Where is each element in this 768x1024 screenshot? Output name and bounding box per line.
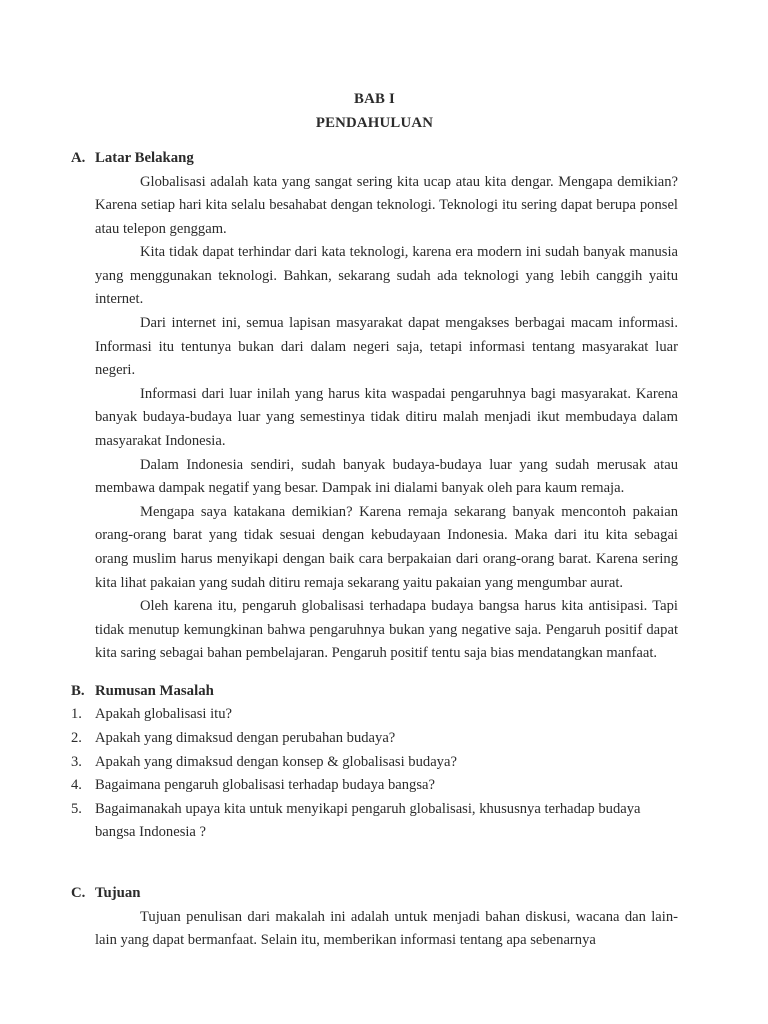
list-item-number: 2.	[71, 730, 82, 747]
section-label-b: Rumusan Masalah	[95, 682, 214, 699]
list-item	[71, 798, 678, 845]
paragraph: Dari internet ini, semua lapisan masyarakat dapat mengakses berbagai macam informasi. Informasi itu tentunya bukan dari dalam negeri saja, tetapi informasi tentang masyarakat luar negeri.	[95, 315, 678, 379]
section-marker-a: A.	[71, 150, 86, 166]
rumusan-masalah-list	[71, 703, 678, 845]
paragraph: Informasi dari luar inilah yang harus kita waspadai pengaruhnya bagi masyarakat. Karena banyak budaya-budaya luar yang semestinya tidak ditiru malah menjadi ikut membudaya dalam masyarakat Indonesia.	[95, 385, 678, 450]
section-heading-a	[71, 147, 678, 171]
section-marker-b: B.	[71, 682, 85, 699]
list-item	[71, 703, 678, 727]
list-item	[71, 774, 678, 798]
chapter-number: BAB I	[354, 91, 395, 107]
spacer	[71, 666, 678, 680]
section-label-a: Latar Belakang	[95, 150, 194, 166]
paragraph: Mengapa saya katakana demikian? Karena remaja sekarang banyak mencontoh pakaian orang-orang barat yang tidak sesuai dengan kebudayaan Indonesia. Maka dari itu kita sebagai orang muslim harus menyikapi dengan baik cara berpakaian dari orang-orang barat. Karena sering kita lihat pakaian yang sudah ditiru remaja sekarang yaitu pakaian yang mengumbar aurat.	[95, 503, 678, 591]
section-c-body	[95, 906, 678, 953]
list-item-text: Bagaimanakah upaya kita untuk menyikapi pengaruh globalisasi, khususnya terhadap budaya bangsa Indonesia ?	[95, 800, 641, 841]
list-item	[71, 751, 678, 775]
section-a-body	[95, 171, 678, 666]
section-heading-c	[71, 882, 678, 906]
list-item-text: Bagaimana pengaruh globalisasi terhadap budaya bangsa?	[95, 777, 435, 794]
paragraph: Oleh karena itu, pengaruh globalisasi terhadapa budaya bangsa harus kita antisipasi. Tapi tidak menutup kemungkinan bahwa pengaruhnya bukan yang negative saja. Pengaruh positif dapat kita saring sebagai bahan pembelajaran. Pengaruh positif tentu saja bias mendatangkan manfaat.	[95, 598, 678, 662]
chapter-title: PENDAHULUAN	[315, 114, 434, 131]
list-item-number: 3.	[71, 753, 82, 770]
spacer	[71, 135, 678, 147]
list-item-number: 4.	[71, 777, 82, 794]
section-label-c: Tujuan	[95, 885, 141, 902]
section-heading-b	[71, 680, 678, 704]
spacer	[71, 845, 678, 882]
document-content	[71, 88, 678, 953]
paragraph: Kita tidak dapat terhindar dari kata teknologi, karena era modern ini sudah banyak manusia yang menggunakan teknologi. Bahkan, sekarang sudah ada teknologi yang lebih canggih yaitu internet.	[95, 244, 678, 308]
paragraph: Tujuan penulisan dari makalah ini adalah untuk menjadi bahan diskusi, wacana dan lain-lain yang dapat bermanfaat. Selain itu, memberikan informasi tentang apa sebenarnya	[95, 908, 678, 949]
list-item-number: 1.	[71, 706, 82, 723]
section-marker-c: C.	[71, 885, 86, 902]
list-item-text: Apakah yang dimaksud dengan perubahan budaya?	[95, 730, 396, 747]
list-item-text: Apakah globalisasi itu?	[95, 706, 232, 723]
paragraph: Dalam Indonesia sendiri, sudah banyak budaya-budaya luar yang sudah merusak atau membawa dampak negatif yang besar. Dampak ini dialami banyak oleh para kaum remaja.	[95, 456, 678, 497]
list-item-text: Apakah yang dimaksud dengan konsep & globalisasi budaya?	[95, 753, 457, 770]
paragraph: Globalisasi adalah kata yang sangat sering kita ucap atau kita dengar. Mengapa demikian? Karena setiap hari kita selalu besahabat dengan teknologi. Teknologi itu sering dapat berupa ponsel atau telepon genggam.	[95, 173, 678, 237]
list-item-number: 5.	[71, 800, 82, 817]
list-item	[71, 727, 678, 751]
